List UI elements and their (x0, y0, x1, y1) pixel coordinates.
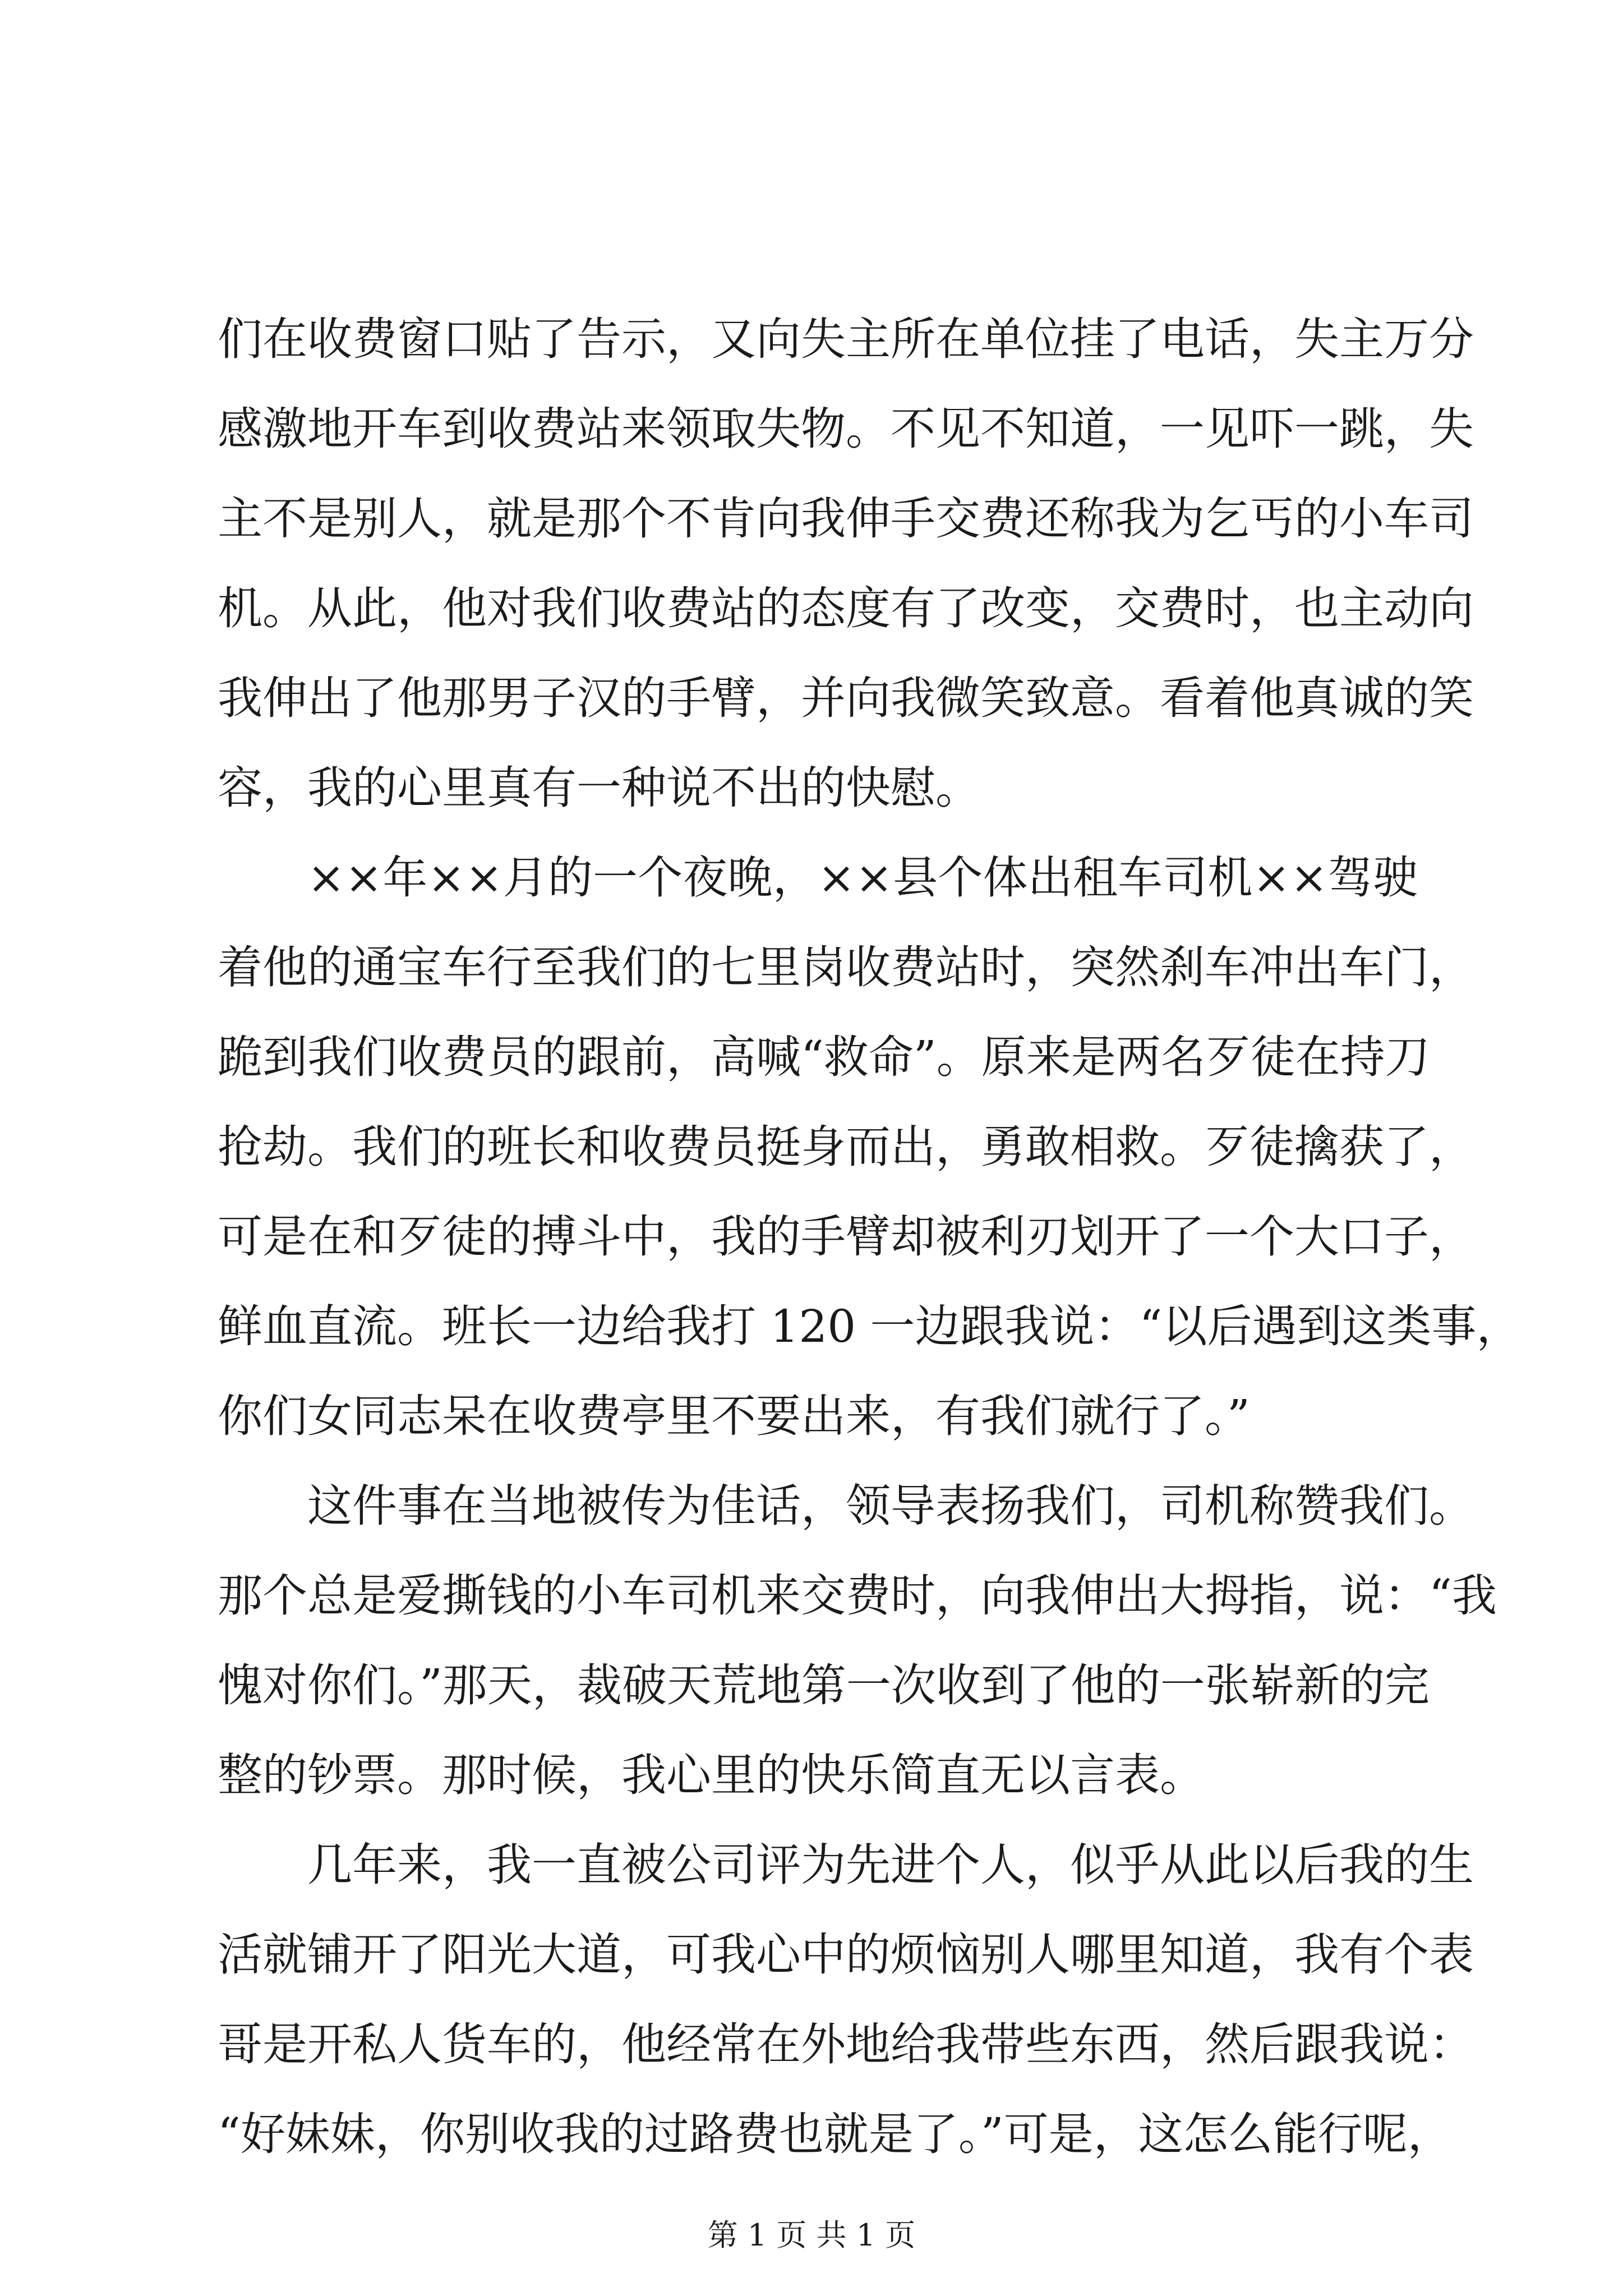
text-line: 抢劫。我们的班长和收费员挺身而出，勇敢相救。歹徒擒获了， (218, 1121, 1474, 1173)
text-line: 那个总是爱撕钱的小车司机来交费时，向我伸出大拇指，说：“我 (218, 1570, 1497, 1622)
page-footer: 第 1 页 共 1 页 (707, 2217, 916, 2253)
paragraph-first-line: 这件事在当地被传为佳话，领导表扬我们，司机称赞我们。 (307, 1480, 1474, 1532)
text-line: 愧对你们。”那天，裁破天荒地第一次收到了他的一张崭新的完 (218, 1659, 1430, 1711)
text-line: 机。从此，他对我们收费站的态度有了改变，交费时，也主动向 (218, 582, 1474, 634)
text-line: 们在收费窗口贴了告示，又向失主所在单位挂了电话，失主万分 (218, 313, 1474, 365)
text-line: 活就铺开了阳光大道，可我心中的烦恼别人哪里知道，我有个表 (218, 1929, 1474, 1981)
text-line: “好妹妹，你别收我的过路费也就是了。”可是，这怎么能行呢， (218, 2108, 1453, 2160)
text-line: 感激地开车到收费站来领取失物。不见不知道，一见吓一跳，失 (218, 403, 1474, 455)
paragraph-first-line: ××年××月的一个夜晚，××县个体出租车司机××驾驶 (307, 852, 1418, 904)
text-line: 跪到我们收费员的跟前，高喊“救命”。原来是两名歹徒在持刀 (218, 1031, 1430, 1083)
text-line: 你们女同志呆在收费亭里不要出来，有我们就行了。” (218, 1390, 1250, 1442)
text-line: 我伸出了他那男子汉的手臂，并向我微笑致意。看着他真诚的笑 (218, 672, 1474, 724)
text-line: 主不是别人，就是那个不肯向我伸手交费还称我为乞丐的小车司 (218, 493, 1474, 545)
text-line: 整的钞票。那时候，我心里的快乐简直无以言表。 (218, 1749, 1205, 1801)
paragraph-first-line: 几年来，我一直被公司评为先进个人，似乎从此以后我的生 (307, 1839, 1474, 1891)
text-line: 鲜血直流。班长一边给我打 120 一边跟我说：“以后遇到这类事， (218, 1300, 1521, 1352)
text-line: 哥是开私人货车的，他经常在外地给我带些东西，然后跟我说： (218, 2018, 1474, 2070)
text-line: 着他的通宝车行至我们的七里岗收费站时，突然刹车冲出车门， (218, 941, 1474, 993)
text-line: 容，我的心里真有一种说不出的快慰。 (218, 762, 980, 814)
text-line: 可是在和歹徒的搏斗中，我的手臂却被利刃划开了一个大口子， (218, 1211, 1474, 1263)
